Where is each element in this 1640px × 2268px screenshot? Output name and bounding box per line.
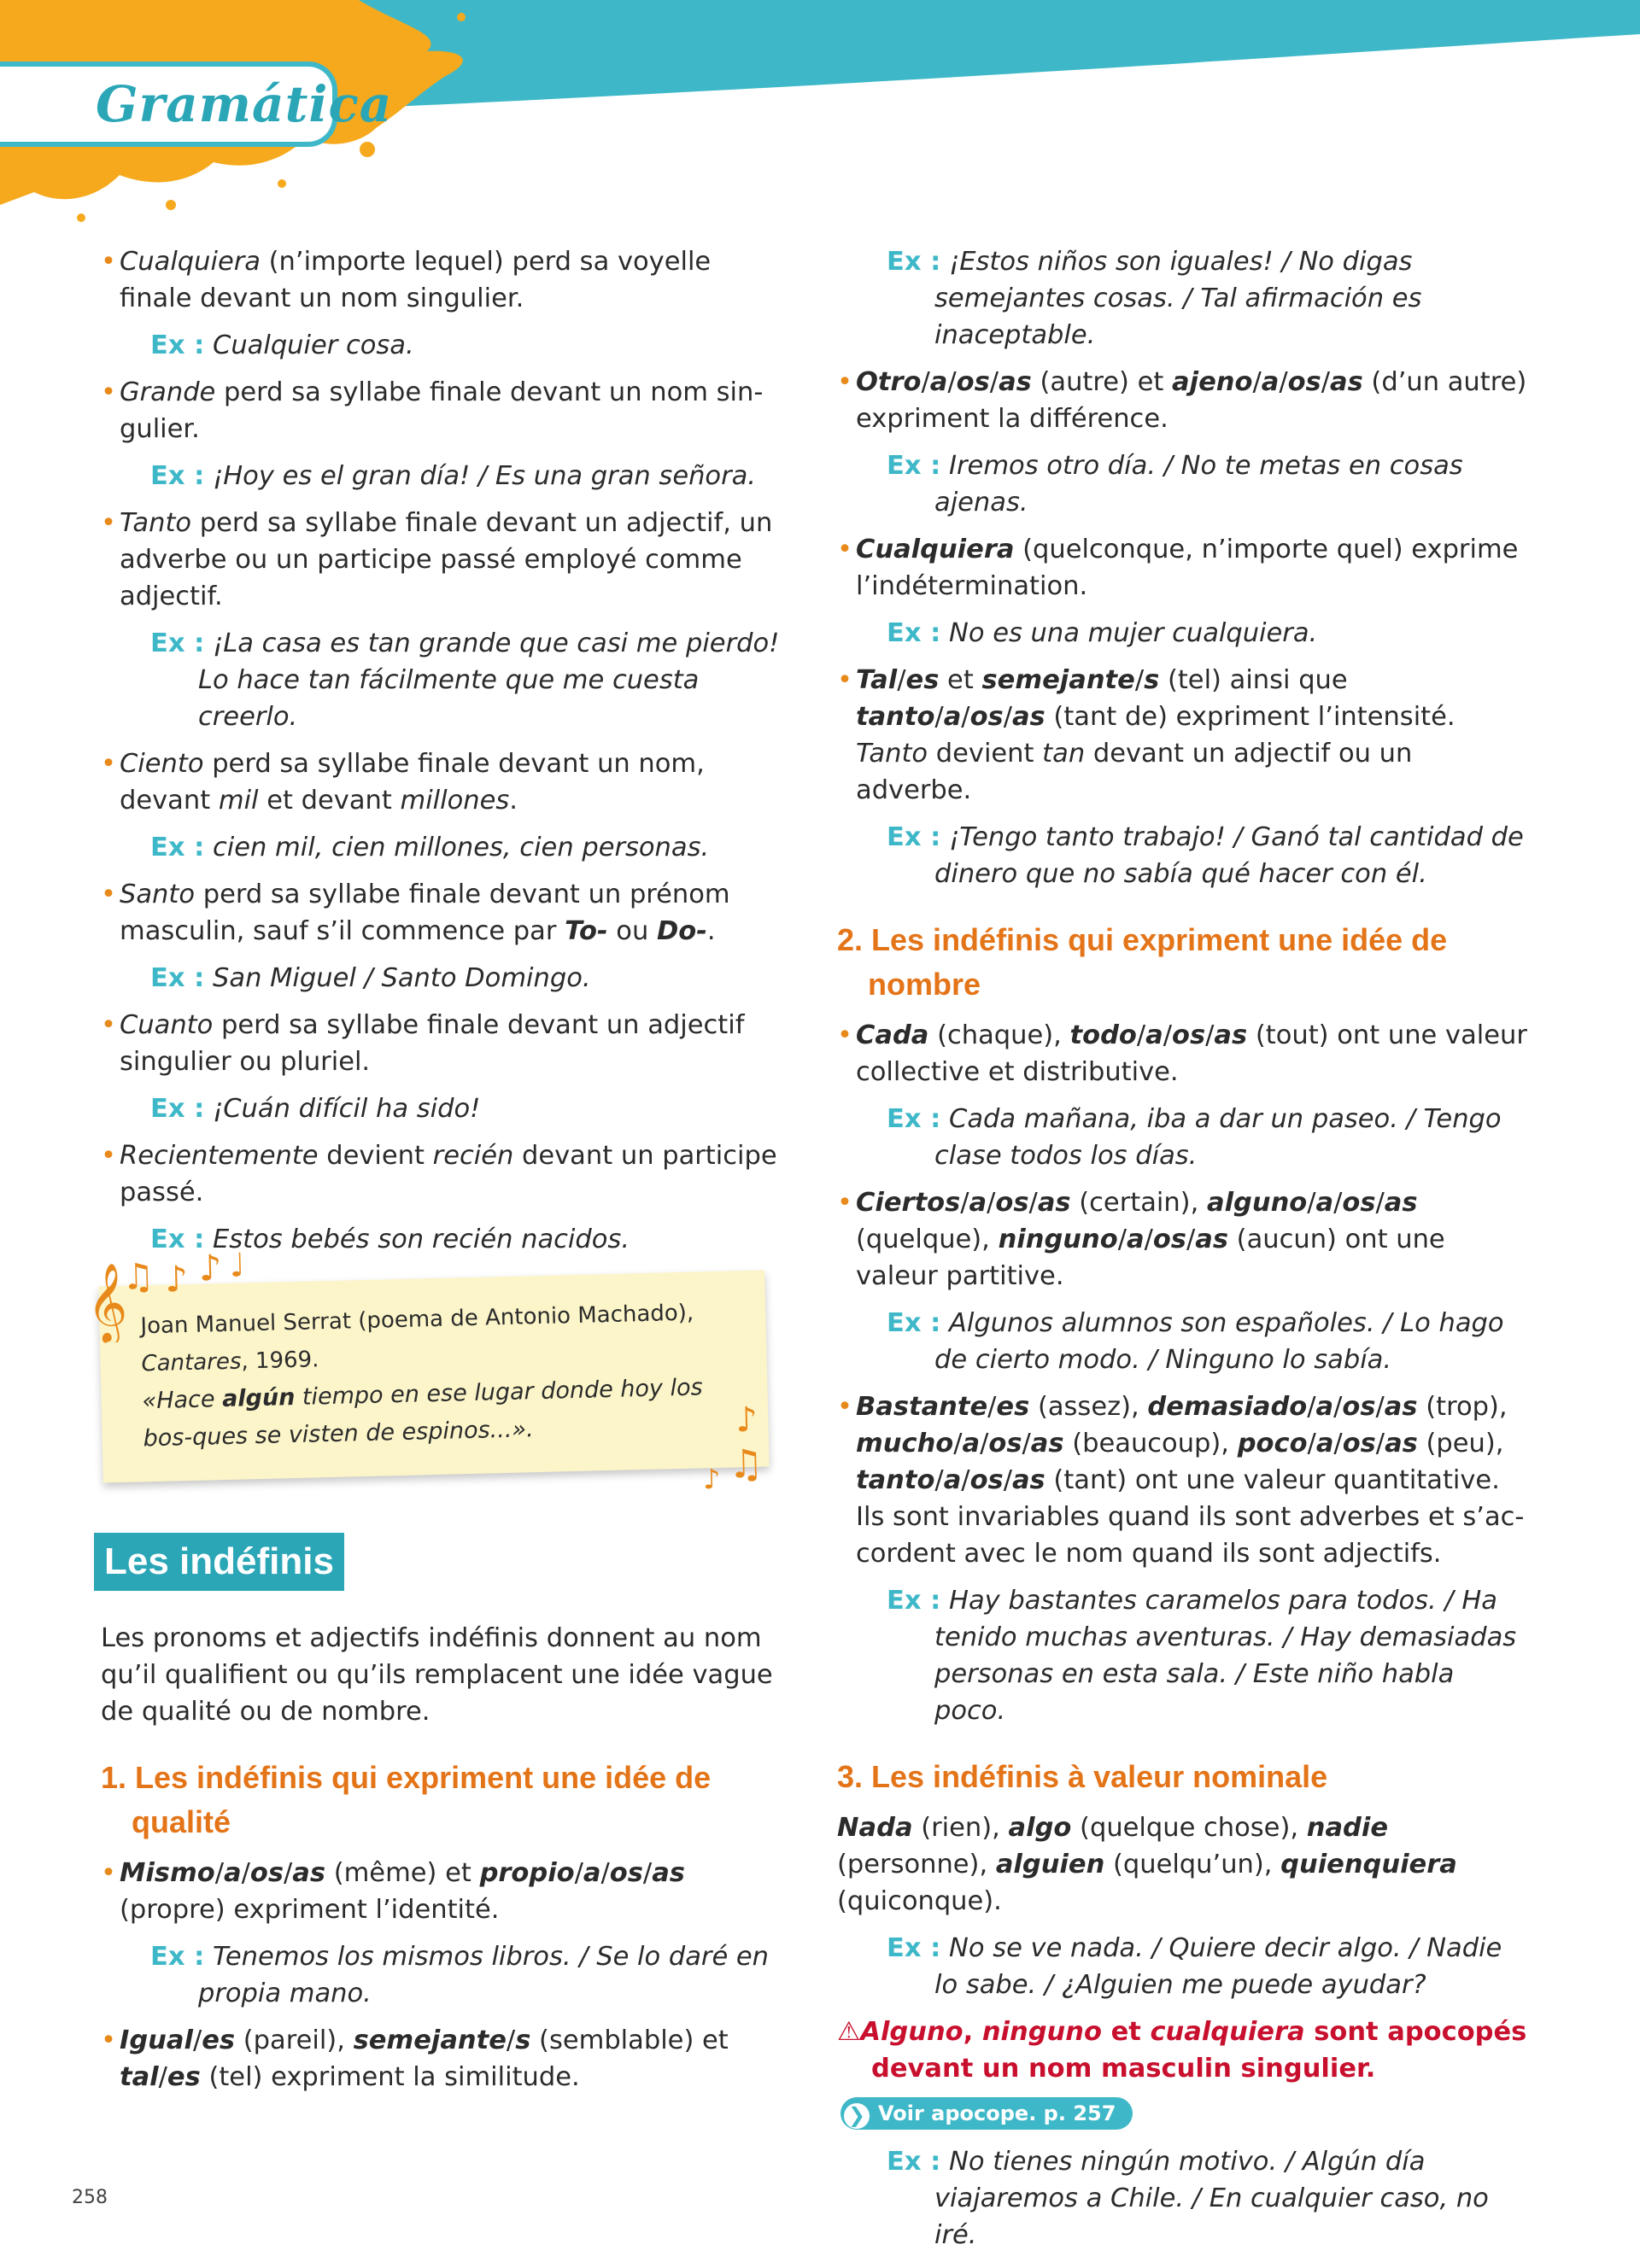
- example-line: [101, 1090, 784, 1127]
- text-run: .: [706, 916, 716, 946]
- text-run: /: [953, 1429, 963, 1458]
- text-run: (trop),: [1417, 1392, 1508, 1422]
- right-column: [837, 243, 1529, 2264]
- text-run: s: [1144, 665, 1160, 695]
- text-run: Do-: [656, 916, 707, 946]
- text-run: Cualquiera: [120, 247, 261, 277]
- left-rule-list: [101, 243, 784, 1258]
- text-run: ,: [963, 2017, 982, 2047]
- text-run: perd sa syllabe finale devant un adjectif, un adverbe ou un participe passé employé comme adjectif.: [120, 508, 773, 611]
- example-text: ¡Cuán difícil ha sido!: [204, 1094, 481, 1124]
- text-run: os: [249, 1858, 284, 1888]
- left-rule-list-2: [101, 1855, 784, 2096]
- text-run: devant un adjectif ou un adverbe.: [856, 739, 1413, 805]
- header-title-badge: [0, 61, 393, 147]
- text-run: Nada: [837, 1813, 913, 1843]
- section-title: Les indéfinis: [94, 1533, 344, 1591]
- text-run: tal: [120, 2062, 159, 2092]
- text-run: as: [1385, 1429, 1418, 1458]
- text-run: /: [921, 367, 930, 397]
- example-text: ¡Tengo tanto trabajo! / Ganó tal cantidad de dinero que no sabía qué hacer con él.: [934, 822, 1524, 889]
- text-run: millones: [400, 786, 510, 815]
- example-line: [837, 819, 1529, 892]
- text-run: as: [1011, 702, 1046, 732]
- page-number: 258: [72, 2187, 108, 2208]
- example-line: [837, 2143, 1529, 2253]
- text-run: (peu),: [1417, 1429, 1504, 1458]
- text-run: /: [1333, 1429, 1343, 1458]
- text-run: (quelqu’un),: [1104, 1850, 1281, 1879]
- example-line: [837, 615, 1529, 652]
- text-run: as: [1011, 1465, 1046, 1495]
- text-run: (certain),: [1070, 1188, 1207, 1218]
- text-run: (semblable) et: [530, 2025, 729, 2055]
- example-text: Hay bastantes caramelos para todos. / Ha tenido muchas aventuras. / Hay demasiadas personas en esta sala. / Este niño habla poco.: [934, 1586, 1517, 1726]
- text-run: os: [1287, 367, 1321, 397]
- example-text: San Miguel / Santo Domingo.: [204, 963, 591, 993]
- text-run: propio: [479, 1858, 575, 1888]
- text-run: /: [961, 1465, 970, 1495]
- quote-note: [85, 1246, 769, 1496]
- example-line: [101, 829, 784, 866]
- text-run: poco: [1237, 1429, 1308, 1458]
- text-run: /: [1333, 1188, 1343, 1218]
- text-run: a: [962, 1429, 981, 1458]
- text-run: Ciertos: [856, 1188, 961, 1218]
- example-label: Ex :: [887, 1586, 941, 1616]
- rule-bullet: [101, 876, 784, 950]
- example-line: [837, 1930, 1529, 2003]
- text-run: os: [609, 1858, 643, 1888]
- text-run: /: [897, 665, 906, 695]
- text-run: (propre) expriment l’identité.: [120, 1895, 500, 1925]
- example-text: Cualquier cosa.: [204, 330, 414, 360]
- example-text: Cada mañana, iba a dar un paseo. / Tengo clase todos los días.: [934, 1104, 1502, 1171]
- text-run: /: [947, 367, 957, 397]
- example-label: Ex :: [887, 618, 941, 648]
- example-label: Ex :: [150, 330, 205, 360]
- text-run: es: [905, 665, 940, 695]
- text-run: perd sa syllabe finale devant un prénom masculin, sauf s’il commence par: [120, 880, 730, 946]
- see-also-link[interactable]: [840, 2097, 1133, 2130]
- text-run: a: [1145, 1020, 1163, 1050]
- text-run: as: [1195, 1225, 1228, 1254]
- text-run: (d’un autre) expriment la différence.: [856, 367, 1527, 434]
- warning-note: [837, 2014, 1529, 2087]
- example-line: [837, 1582, 1529, 1729]
- text-run: /: [934, 702, 944, 732]
- text-run: perd sa syllabe finale devant un nom sin-gulier.: [120, 377, 764, 444]
- text-run: (assez),: [1029, 1392, 1148, 1422]
- text-run: os: [969, 1465, 1004, 1495]
- text-run: as: [652, 1858, 685, 1888]
- text-run: Tal: [856, 665, 898, 695]
- chevron-right-icon: ❯: [844, 2103, 870, 2129]
- example-text: Iremos otro día. / No te metas en cosas ajenas.: [934, 451, 1463, 517]
- text-run: (quiconque).: [837, 1886, 1002, 1916]
- text-run: (autre) et: [1031, 367, 1173, 397]
- example-label: Ex :: [150, 963, 205, 993]
- text-run: /: [1028, 1188, 1038, 1218]
- text-run: semejante: [981, 665, 1135, 695]
- text-run: devient: [928, 739, 1043, 769]
- text-run: a: [943, 1465, 962, 1495]
- svg-text:♪: ♪: [735, 1400, 758, 1441]
- text-run: (quelque chose),: [1071, 1813, 1307, 1843]
- text-run: /: [1375, 1392, 1385, 1422]
- text-run: /: [934, 1465, 944, 1495]
- text-run: as: [1030, 1429, 1064, 1458]
- text-run: /: [1003, 702, 1012, 732]
- text-run: todo: [1069, 1020, 1137, 1050]
- text-run: Otro: [856, 367, 922, 397]
- text-run: /: [980, 1429, 989, 1458]
- text-run: as: [292, 1858, 325, 1888]
- text-run: Grande: [120, 377, 216, 407]
- text-run: Cualquiera: [856, 535, 1015, 564]
- text-run: Alguno: [860, 2017, 964, 2047]
- example-text: No tienes ningún motivo. / Algún día viajaremos a Chile. / En cualquier caso, no iré.: [934, 2147, 1489, 2250]
- text-run: es: [996, 1392, 1030, 1422]
- rule-bullet: [837, 531, 1529, 605]
- example-text: Algunos alumnos son españoles. / Lo hago de cierto modo. / Ninguno lo sabía.: [934, 1308, 1504, 1375]
- rule-bullet: [101, 2022, 784, 2096]
- example-line: [101, 1938, 784, 2012]
- text-run: /: [1321, 367, 1330, 397]
- example-text: No se ve nada. / Quiere decir algo. / Nadie lo sabe. / ¿Alguien me puede ayudar?: [934, 1933, 1502, 2000]
- text-run: .: [509, 786, 518, 815]
- text-run: s: [515, 2025, 531, 2055]
- svg-text:♪: ♪: [702, 1462, 721, 1496]
- text-run: Mismo: [120, 1858, 215, 1888]
- example-line: [101, 625, 784, 735]
- text-run: /: [1003, 1465, 1012, 1495]
- text-run: os: [969, 702, 1004, 732]
- text-run: a: [1261, 367, 1280, 397]
- text-run: Tanto: [856, 739, 928, 769]
- text-run: algo: [1008, 1813, 1072, 1843]
- text-run: (quelconque, n’importe quel) exprime l’indétermination.: [856, 535, 1519, 601]
- subsection-heading: 1. Les indéfinis qui expriment une idée de qualité: [101, 1760, 712, 1839]
- text-run: Cuanto: [120, 1010, 214, 1040]
- example-line: [837, 243, 1529, 354]
- svg-text:𝄞: 𝄞: [85, 1261, 129, 1342]
- rule-bullet: [837, 1017, 1529, 1090]
- example-text: ¡La casa es tan grande que casi me pierdo! Lo hace tan fácilmente que me cuesta creerlo.: [198, 628, 780, 732]
- text-run: Igual: [120, 2025, 193, 2055]
- text-run: os: [1152, 1225, 1186, 1254]
- text-run: os: [988, 1429, 1022, 1458]
- music-notes-icon: [701, 1391, 781, 1495]
- text-run: as: [1384, 1188, 1418, 1218]
- subsection-heading: 2. Les indéfinis qui expriment une idée de nombre: [837, 922, 1448, 1002]
- text-run: as: [1329, 367, 1363, 397]
- svg-text:♪: ♪: [164, 1258, 189, 1301]
- rule-bullet: [837, 364, 1529, 437]
- rule-bullet: [101, 505, 784, 615]
- text-run: /: [1117, 1225, 1127, 1254]
- note-quote: «Hace algún tiempo en ese lugar donde hoy los bos-ques se visten de espinos...».: [142, 1374, 703, 1453]
- example-label: Ex :: [150, 1942, 205, 1972]
- svg-text:♪: ♪: [198, 1247, 223, 1289]
- text-run: sont apocopés devant un nom masculin singulier.: [871, 2017, 1527, 2084]
- example-text: Estos bebés son recién nacidos.: [204, 1225, 630, 1254]
- subsection-heading: 3. Les indéfinis à valeur nominale: [837, 1759, 1328, 1794]
- text-run: perd sa syllabe finale devant un adjectif singulier ou pluriel.: [120, 1010, 745, 1077]
- text-run: ninguno: [998, 1225, 1118, 1254]
- text-run: a: [929, 367, 948, 397]
- example-line: [101, 458, 784, 494]
- text-run: (aucun) ont une valeur partitive.: [856, 1225, 1445, 1291]
- text-run: tanto: [856, 702, 935, 732]
- text-run: nadie: [1306, 1813, 1389, 1843]
- left-column: [85, 243, 784, 2106]
- example-label: Ex :: [887, 822, 941, 852]
- text-run: /: [1375, 1429, 1385, 1458]
- example-label: Ex :: [150, 628, 205, 658]
- text-run: /: [1186, 1225, 1196, 1254]
- text-run: as: [1384, 1392, 1418, 1422]
- text-run: Ciento: [120, 749, 204, 779]
- example-label: Ex :: [887, 1933, 941, 1963]
- example-text: ¡Estos niños son iguales! / No digas semejantes cosas. / Tal afirmación es inaceptable.: [934, 247, 1422, 350]
- text-run: /: [1375, 1188, 1385, 1218]
- example-line: [837, 1305, 1529, 1378]
- text-run: as: [999, 367, 1032, 397]
- svg-text:♫: ♫: [727, 1440, 764, 1488]
- text-run: (beaucoup),: [1063, 1429, 1238, 1458]
- text-run: (tel) expriment la similitude.: [200, 2062, 580, 2092]
- text-run: perd sa syllabe finale devant un nom, devant: [120, 749, 705, 815]
- example-label: Ex :: [150, 1225, 205, 1254]
- text-run: a: [943, 702, 962, 732]
- text-run: demasiado: [1147, 1392, 1308, 1422]
- text-run: et devant: [258, 786, 401, 815]
- text-run: alguien: [995, 1850, 1105, 1879]
- text-run: /: [989, 367, 999, 397]
- text-run: a: [1315, 1429, 1334, 1458]
- text-run: ajeno: [1172, 367, 1253, 397]
- text-run: /: [1307, 1188, 1316, 1218]
- text-run: /: [642, 1858, 653, 1888]
- text-run: (tout) ont une valeur collective et distributive.: [856, 1020, 1527, 1087]
- text-run: a: [1126, 1225, 1145, 1254]
- text-run: /: [574, 1858, 583, 1888]
- text-run: /: [214, 1858, 224, 1888]
- text-run: tan: [1042, 739, 1086, 769]
- text-run: devant un participe passé.: [120, 1141, 777, 1207]
- text-run: (quelque),: [856, 1225, 999, 1254]
- text-run: /: [1144, 1225, 1153, 1254]
- text-run: as: [1214, 1020, 1248, 1050]
- text-run: /: [1279, 367, 1288, 397]
- text-run: /: [158, 2062, 167, 2092]
- text-run: cualquiera: [1150, 2017, 1305, 2047]
- text-run: quienquiera: [1280, 1850, 1457, 1879]
- example-text: ¡Hoy es el gran día! / Es una gran señora.: [204, 461, 756, 491]
- text-run: recién: [432, 1141, 514, 1171]
- text-run: (tant de) expriment l’intensité.: [1045, 702, 1456, 732]
- text-run: es: [202, 2025, 236, 2055]
- example-line: [101, 327, 784, 364]
- text-run: (pareil),: [235, 2025, 354, 2055]
- intro-paragraph: Les pronoms et adjectifs indéfinis donnent au nom qu’il qualifient ou qu’ils remplacent une idée vague de qualité ou de nombre.: [101, 1623, 773, 1727]
- text-run: ou: [607, 916, 657, 946]
- text-run: os: [1342, 1188, 1376, 1218]
- right-rule-list: [837, 243, 1529, 2253]
- text-run: Bastante: [856, 1392, 988, 1422]
- text-run: To-: [565, 916, 608, 946]
- text-run: Cada: [856, 1020, 929, 1050]
- text-run: os: [1342, 1429, 1376, 1458]
- text-run: a: [583, 1858, 601, 1888]
- text-run: Tanto: [120, 508, 192, 538]
- example-label: Ex :: [887, 2147, 941, 2177]
- example-label: Ex :: [150, 461, 205, 491]
- text-run: /: [283, 1858, 293, 1888]
- text-run: (chaque),: [928, 1020, 1070, 1050]
- text-run: Santo: [120, 880, 196, 909]
- text-run: ninguno: [981, 2017, 1102, 2047]
- text-run: a: [1315, 1188, 1334, 1218]
- text-run: os: [1342, 1392, 1376, 1422]
- see-also-label: Voir apocope. p. 257: [878, 2101, 1116, 2125]
- text-run: /: [960, 1188, 969, 1218]
- text-run: (tel) ainsi que: [1159, 665, 1348, 695]
- text-run: /: [506, 2025, 516, 2055]
- rule-bullet: [101, 1137, 784, 1211]
- example-label: Ex :: [150, 1094, 205, 1124]
- text-run: semejante: [353, 2025, 507, 2055]
- text-run: /: [1333, 1392, 1343, 1422]
- text-run: et: [939, 665, 982, 695]
- text-run: /: [961, 702, 970, 732]
- rule-bullet: [837, 1388, 1529, 1572]
- header-title: Gramática: [96, 75, 393, 133]
- page-header: [0, 0, 1640, 231]
- example-label: Ex :: [887, 1104, 941, 1134]
- example-text: No es una mujer cualquiera.: [940, 618, 1318, 648]
- example-label: Ex :: [887, 1308, 941, 1338]
- text-run: /: [192, 2025, 202, 2055]
- text-run: as: [1037, 1188, 1071, 1218]
- note-source: Joan Manuel Serrat (poema de Antonio Machado), Cantares, 1969.: [140, 1300, 694, 1377]
- text-run: /: [1205, 1020, 1215, 1050]
- svg-text:♫: ♫: [121, 1254, 155, 1298]
- example-label: Ex :: [150, 833, 205, 862]
- rule-bullet: [101, 745, 784, 819]
- text-run: (n’importe lequel) perd sa voyelle finale devant un nom singulier.: [120, 247, 712, 313]
- text-run: devient: [318, 1141, 433, 1171]
- warning-icon: ⚠: [837, 2017, 861, 2047]
- rule-paragraph: [837, 1809, 1529, 1920]
- text-run: /: [987, 1188, 996, 1218]
- text-run: /: [1136, 1020, 1146, 1050]
- text-run: /: [1252, 367, 1262, 397]
- text-run: /: [1163, 1020, 1173, 1050]
- rule-bullet: [101, 374, 784, 447]
- rule-bullet: [101, 1007, 784, 1080]
- text-run: /: [241, 1858, 250, 1888]
- text-run: os: [995, 1188, 1029, 1218]
- text-run: tanto: [856, 1465, 935, 1495]
- svg-text:♩: ♩: [229, 1246, 246, 1284]
- example-text: Tenemos los mismos libros. / Se lo daré en propia mano.: [198, 1942, 770, 2008]
- rule-bullet: [101, 243, 784, 317]
- text-run: alguno: [1206, 1188, 1308, 1218]
- music-notes-icon: [85, 1244, 284, 1343]
- rule-bullet: [837, 1184, 1529, 1295]
- text-run: /: [1307, 1392, 1316, 1422]
- rule-bullet: [837, 662, 1529, 809]
- text-run: os: [1172, 1020, 1206, 1050]
- example-line: [837, 1101, 1529, 1174]
- text-run: (personne),: [837, 1850, 996, 1879]
- text-run: (rien),: [912, 1813, 1009, 1843]
- example-label: Ex :: [887, 247, 941, 277]
- text-run: /: [1307, 1429, 1316, 1458]
- text-run: mil: [218, 786, 259, 815]
- text-run: /: [987, 1392, 997, 1422]
- text-run: (même) et: [325, 1858, 480, 1888]
- rule-bullet: [101, 1855, 784, 1928]
- example-line: [837, 447, 1529, 521]
- text-run: Recientemente: [120, 1141, 319, 1171]
- example-label: Ex :: [887, 451, 941, 481]
- text-run: a: [1315, 1392, 1334, 1422]
- text-run: a: [969, 1188, 987, 1218]
- text-run: es: [167, 2062, 201, 2092]
- example-line: [101, 960, 784, 997]
- text-run: /: [600, 1858, 610, 1888]
- text-run: mucho: [856, 1429, 954, 1458]
- text-run: et: [1101, 2017, 1151, 2047]
- example-text: cien mil, cien millones, cien personas.: [204, 833, 710, 862]
- text-run: (tant) ont une valeur quantitative. Ils sont invariables quand ils sont adverbes et s’ac-cordent avec le nom quand ils sont adjectifs.: [856, 1465, 1525, 1569]
- text-run: /: [1134, 665, 1145, 695]
- text-run: /: [1022, 1429, 1031, 1458]
- text-run: a: [223, 1858, 242, 1888]
- text-run: os: [956, 367, 990, 397]
